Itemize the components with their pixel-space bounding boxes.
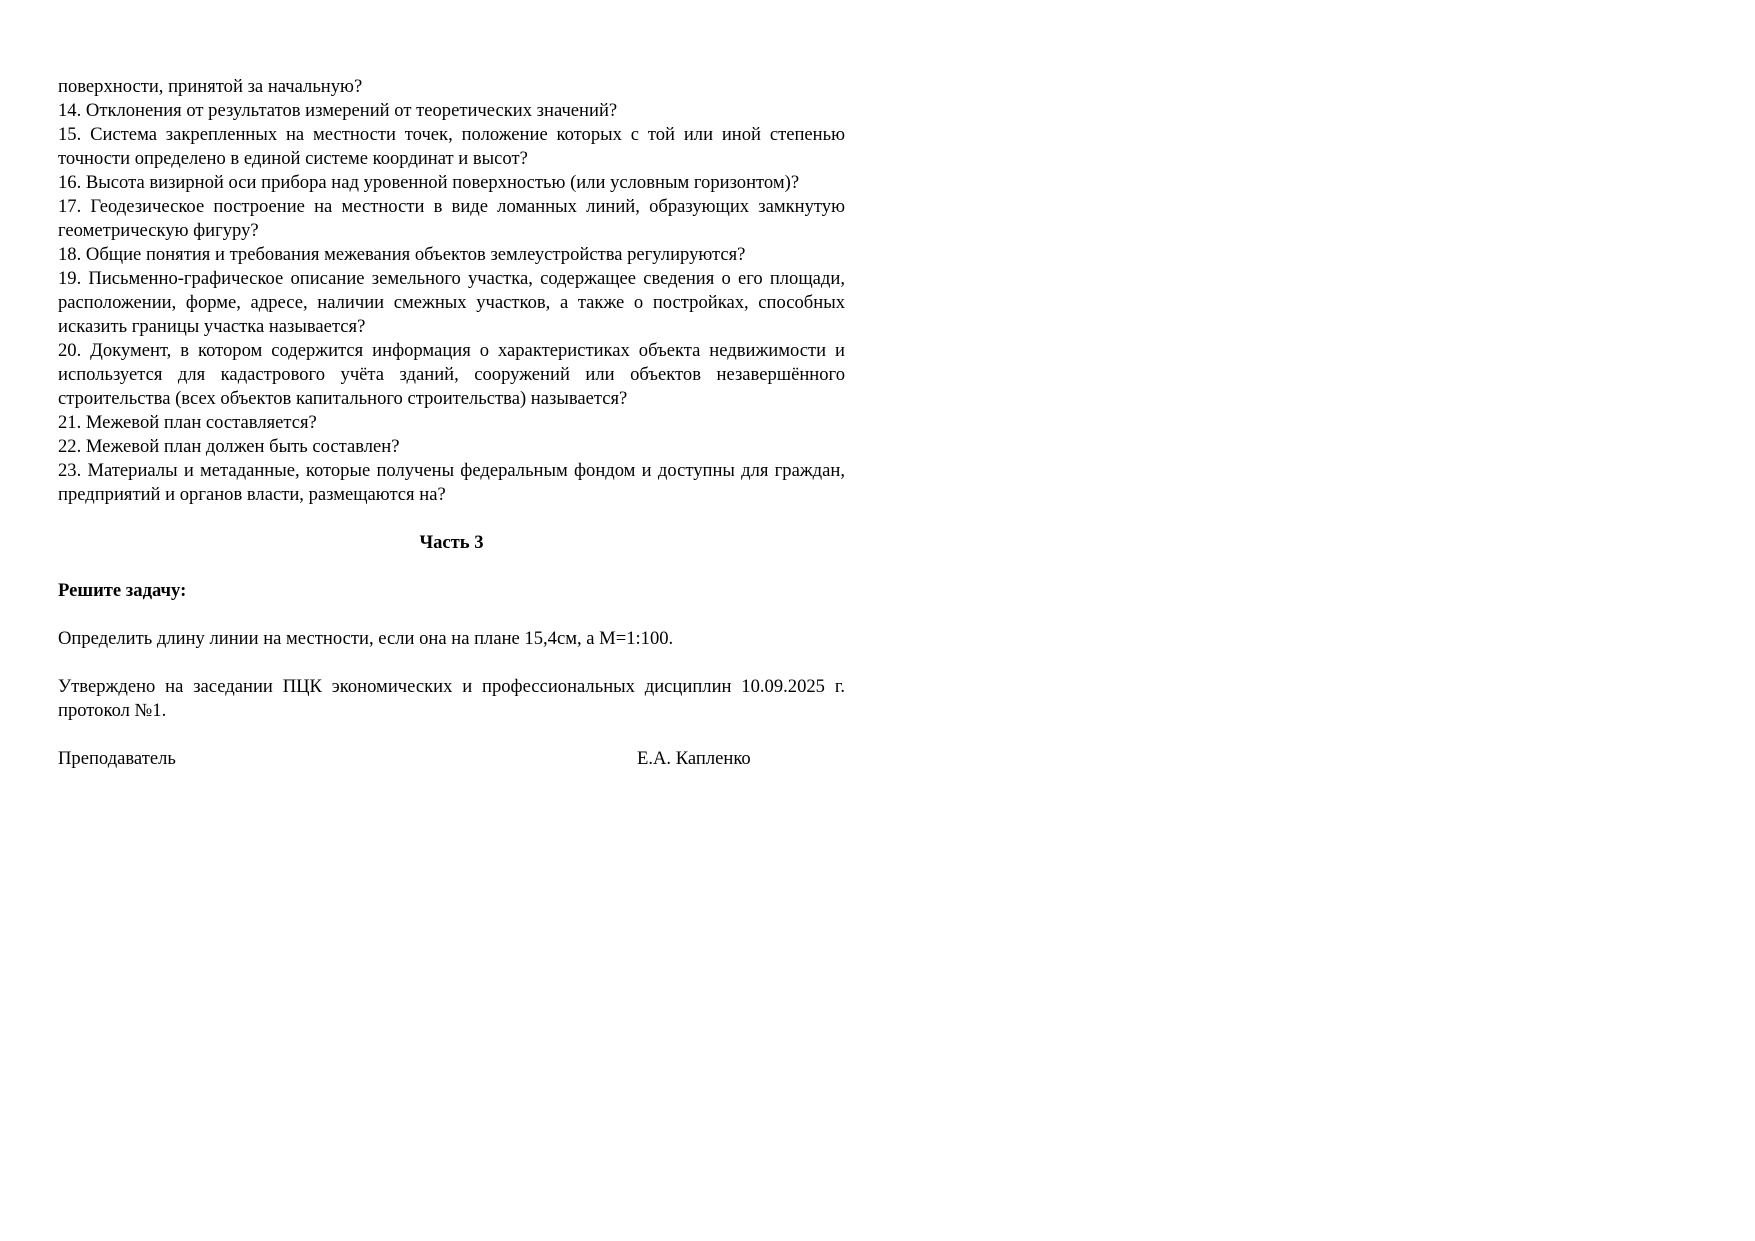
question-15: 15. Система закрепленных на местности точек, положение которых с той или иной степенью точности определено в единой системе координат и высот? (58, 124, 845, 169)
question-16: 16. Высота визирной оси прибора над уровенной поверхностью (или условным горизонтом)? (58, 172, 800, 193)
question-20: 20. Документ, в котором содержится информация о характеристиках объекта недвижимости и используется для кадастрового учёта зданий, сооружений или объектов незавершённого строительства (всех объектов капитального строительства) называется? (58, 340, 845, 409)
task-text: Определить длину линии на местности, если она на плане 15,4см, а М=1:100. (58, 628, 674, 649)
question-19: 19. Письменно-графическое описание земельного участка, содержащее сведения о его площади, расположении, форме, адресе, наличии смежных участков, а также о постройках, способных исказить границы участка называется? (58, 268, 845, 337)
question-13-continuation: поверхности, принятой за начальную? (58, 76, 363, 97)
spacer (58, 603, 845, 627)
approval-text: Утверждено на заседании ПЦК экономических и профессиональных дисциплин 10.09.2025 г. протокол №1. (58, 676, 845, 721)
spacer (58, 651, 845, 675)
question-22: 22. Межевой план должен быть составлен? (58, 436, 400, 457)
signature-name: Е.А. Капленко (637, 748, 751, 769)
question-18: 18. Общие понятия и требования межевания объектов землеустройства регулируются? (58, 244, 746, 265)
spacer (58, 555, 845, 579)
text-column (58, 75, 845, 771)
part-title: Часть 3 (419, 532, 484, 553)
question-21: 21. Межевой план составляется? (58, 412, 317, 433)
question-23: 23. Материалы и метаданные, которые получены федеральным фондом и доступны для граждан, предприятий и органов власти, размещаются на? (58, 460, 845, 505)
signature-role: Преподаватель (58, 748, 176, 769)
task-heading: Решите задачу: (58, 580, 187, 601)
question-17: 17. Геодезическое построение на местности в виде ломанных линий, образующих замкнутую геометрическую фигуру? (58, 196, 845, 241)
spacer (58, 723, 845, 747)
question-14: 14. Отклонения от результатов измерений от теоретических значений? (58, 100, 618, 121)
signature-line (58, 747, 845, 771)
spacer (58, 507, 845, 531)
